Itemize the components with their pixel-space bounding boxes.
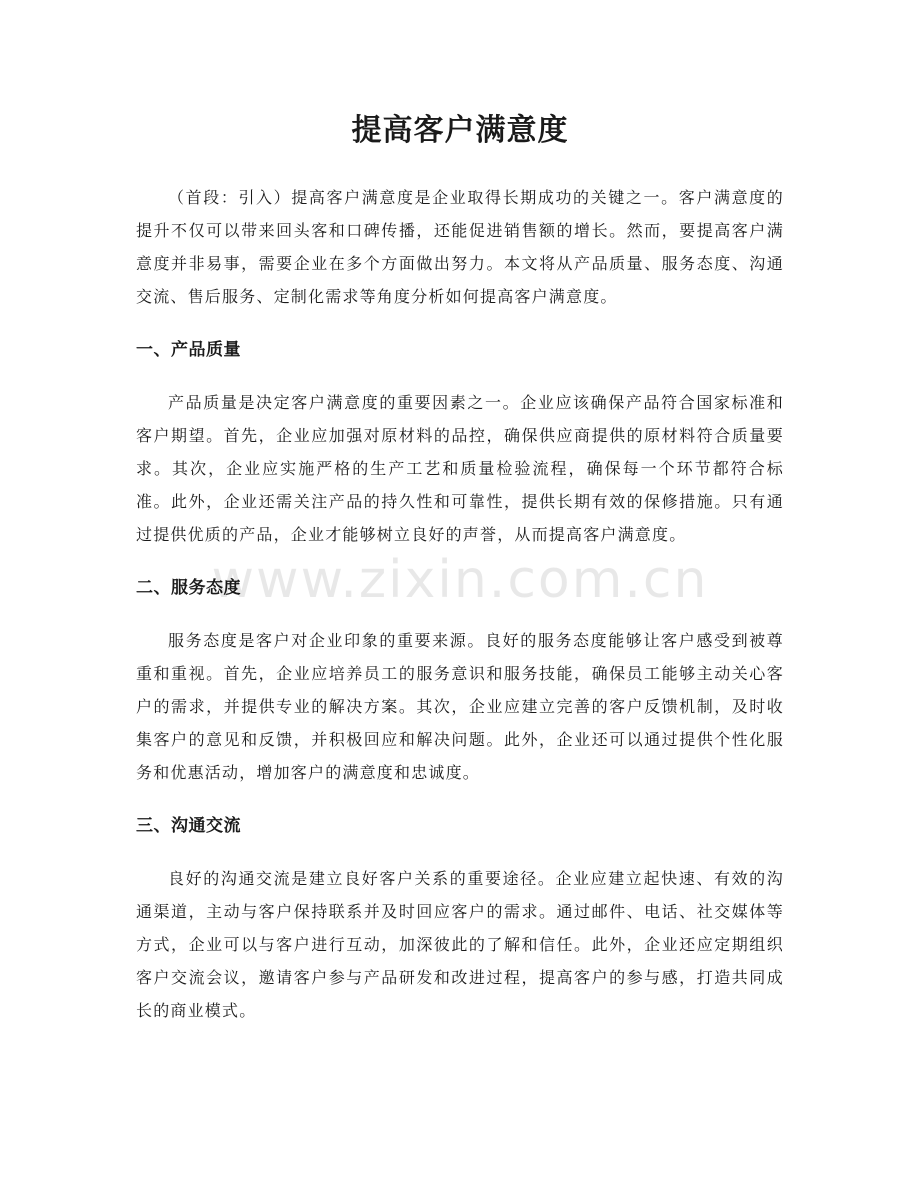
section-body-service-attitude: 服务态度是客户对企业印象的重要来源。良好的服务态度能够让客户感受到被尊重和重视。首先，企业应培养员工的服务意识和服务技能，确保员工能够主动关心客户的需求，并提供专业的解决方案。其次，企业应建立完善的客户反馈机制，及时收集客户的意见和反馈，并积极回应和解决问题。此外，企业还可以通过提供个性化服务和优惠活动，增加客户的满意度和忠诚度。	[136, 631, 784, 782]
document-title: 提高客户满意度	[351, 113, 569, 148]
section-heading-product-quality: 一、产品质量	[136, 340, 241, 360]
section-heading-service-attitude: 二、服务态度	[136, 578, 241, 598]
intro-paragraph: （首段：引入）提高客户满意度是企业取得长期成功的关键之一。客户满意度的提升不仅可以带来回头客和口碑传播，还能促进销售额的增长。然而，要提高客户满意度并非易事，需要企业在多个方面做出努力。本文将从产品质量、服务态度、沟通交流、售后服务、定制化需求等角度分析如何提高客户满意度。	[136, 188, 784, 306]
section-heading-communication: 三、沟通交流	[136, 816, 241, 836]
watermark-text: www.zixin.com.cn	[211, 550, 709, 610]
section-body-product-quality: 产品质量是决定客户满意度的重要因素之一。企业应该确保产品符合国家标准和客户期望。首先，企业应加强对原材料的品控，确保供应商提供的原材料符合质量要求。其次，企业应实施严格的生产工艺和质量检验流程，确保每一个环节都符合标准。此外，企业还需关注产品的持久性和可靠性，提供长期有效的保修措施。只有通过提供优质的产品，企业才能够树立良好的声誉，从而提高客户满意度。	[136, 393, 784, 544]
section-body-communication: 良好的沟通交流是建立良好客户关系的重要途径。企业应建立起快速、有效的沟通渠道，主动与客户保持联系并及时回应客户的需求。通过邮件、电话、社交媒体等方式，企业可以与客户进行互动，加深彼此的了解和信任。此外，企业还应定期组织客户交流会议，邀请客户参与产品研发和改进过程，提高客户的参与感，打造共同成长的商业模式。	[136, 869, 784, 1020]
document-body	[136, 181, 784, 1027]
